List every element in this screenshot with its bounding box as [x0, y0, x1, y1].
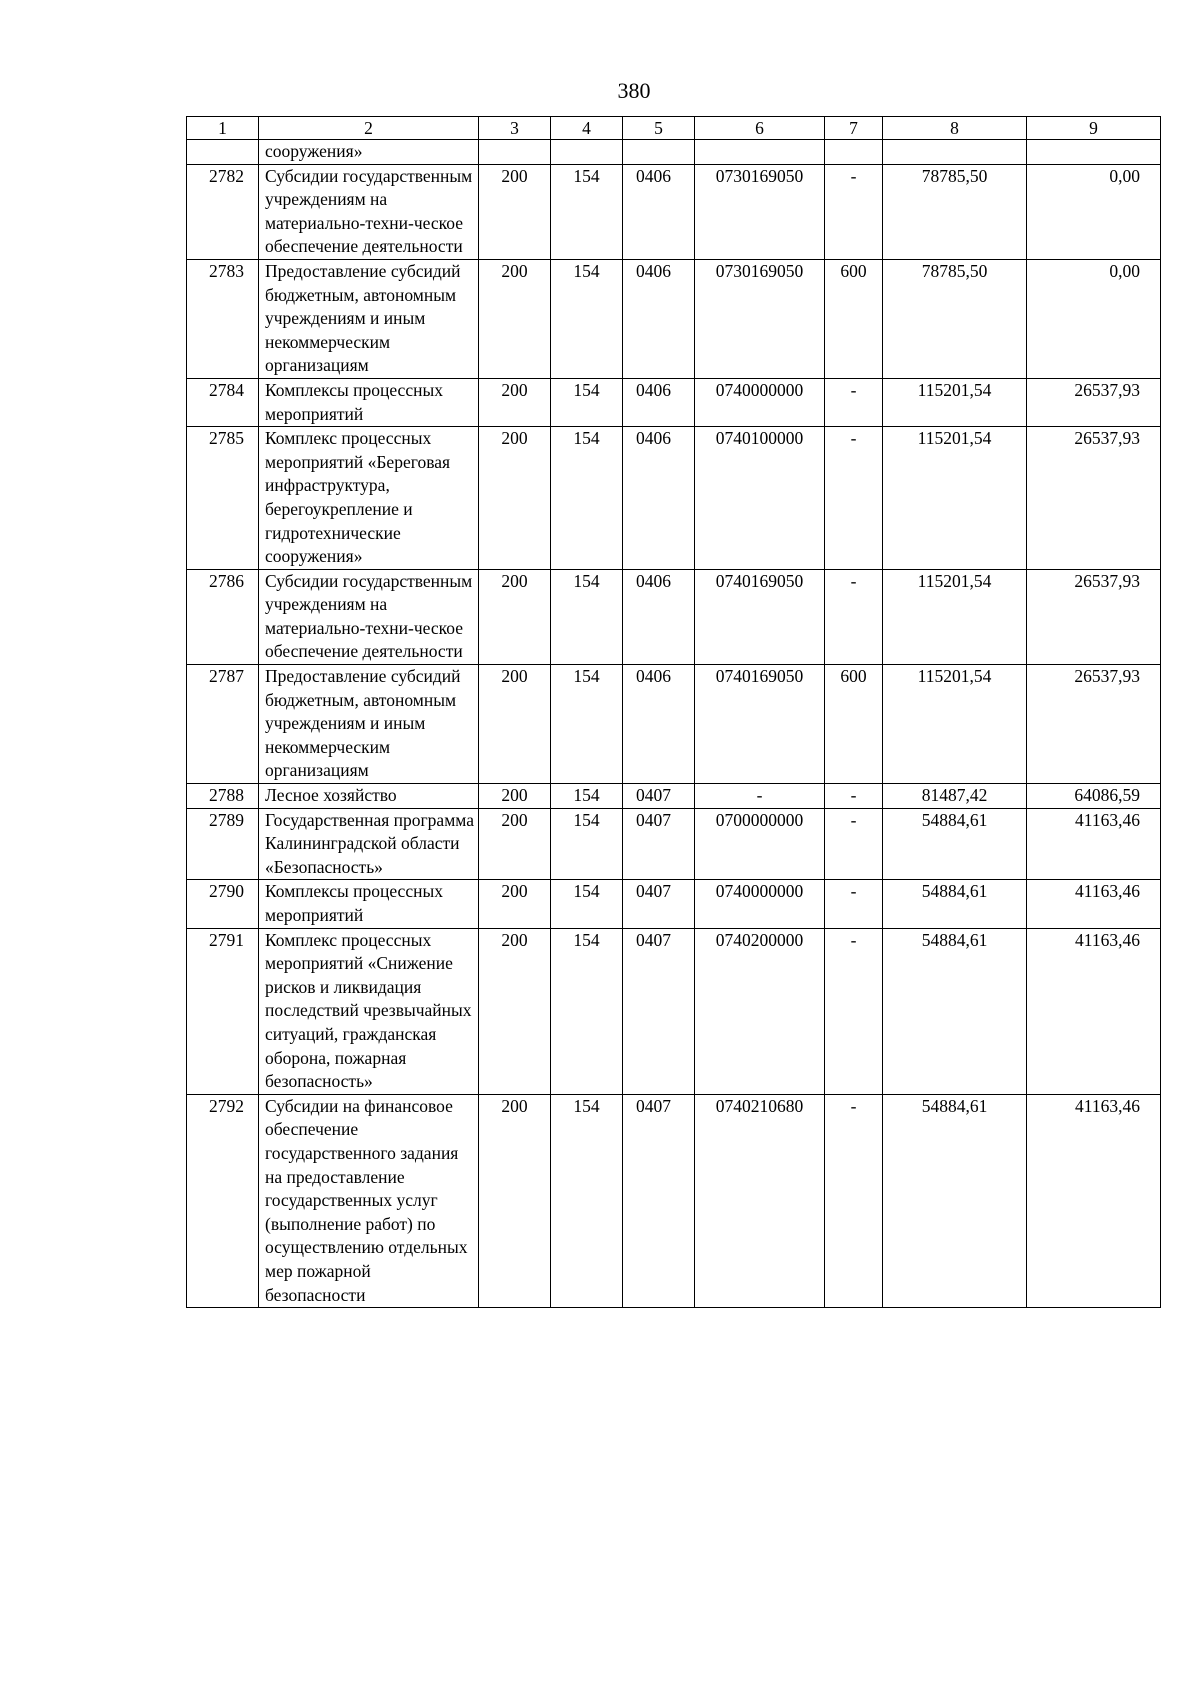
header-col-3: 3	[479, 117, 551, 140]
amount-executed: 41163,46	[1027, 928, 1161, 1094]
ministry-code	[479, 140, 551, 165]
amount-plan: 54884,61	[883, 808, 1027, 880]
section-code: 0406	[623, 665, 695, 784]
section-code: 0407	[623, 1094, 695, 1307]
table-row	[187, 665, 1161, 784]
section-code: 0407	[623, 808, 695, 880]
target-item-code: 0740000000	[695, 880, 825, 928]
expense-type-code: -	[825, 928, 883, 1094]
row-number: 2785	[187, 427, 259, 570]
amount-plan: 81487,42	[883, 784, 1027, 809]
table-row	[187, 378, 1161, 426]
expense-type-code: 600	[825, 259, 883, 378]
amount-plan: 54884,61	[883, 928, 1027, 1094]
amount-plan: 115201,54	[883, 665, 1027, 784]
department-code: 154	[551, 569, 623, 664]
ministry-code: 200	[479, 1094, 551, 1307]
department-code: 154	[551, 808, 623, 880]
ministry-code: 200	[479, 784, 551, 809]
ministry-code: 200	[479, 569, 551, 664]
target-item-code: 0740169050	[695, 569, 825, 664]
expense-type-code: -	[825, 164, 883, 259]
department-code: 154	[551, 378, 623, 426]
expense-type-code	[825, 140, 883, 165]
amount-plan: 54884,61	[883, 880, 1027, 928]
table-row	[187, 808, 1161, 880]
department-code: 154	[551, 259, 623, 378]
row-number: 2786	[187, 569, 259, 664]
amount-executed: 26537,93	[1027, 378, 1161, 426]
section-code: 0406	[623, 569, 695, 664]
row-number: 2790	[187, 880, 259, 928]
amount-executed: 26537,93	[1027, 569, 1161, 664]
row-number: 2789	[187, 808, 259, 880]
department-code: 154	[551, 1094, 623, 1307]
target-item-code: 0740200000	[695, 928, 825, 1094]
section-code: 0407	[623, 784, 695, 809]
department-code	[551, 140, 623, 165]
header-col-8: 8	[883, 117, 1027, 140]
expense-type-code: -	[825, 378, 883, 426]
item-name: Предоставление субсидий бюджетным, автономным учреждениям и иным некоммерческим организациям	[259, 259, 479, 378]
header-col-4: 4	[551, 117, 623, 140]
target-item-code: 0730169050	[695, 164, 825, 259]
budget-table	[186, 116, 1161, 1308]
table-row	[187, 259, 1161, 378]
amount-executed: 0,00	[1027, 164, 1161, 259]
target-item-code: 0730169050	[695, 259, 825, 378]
target-item-code	[695, 140, 825, 165]
row-number	[187, 140, 259, 165]
section-code: 0406	[623, 378, 695, 426]
amount-plan: 115201,54	[883, 427, 1027, 570]
row-number: 2791	[187, 928, 259, 1094]
amount-executed: 26537,93	[1027, 665, 1161, 784]
department-code: 154	[551, 928, 623, 1094]
section-code: 0406	[623, 427, 695, 570]
ministry-code: 200	[479, 928, 551, 1094]
amount-executed: 64086,59	[1027, 784, 1161, 809]
ministry-code: 200	[479, 259, 551, 378]
item-name: Комплексы процессных мероприятий	[259, 880, 479, 928]
header-col-7: 7	[825, 117, 883, 140]
amount-executed: 41163,46	[1027, 1094, 1161, 1307]
target-item-code: 0700000000	[695, 808, 825, 880]
ministry-code: 200	[479, 164, 551, 259]
amount-plan: 78785,50	[883, 164, 1027, 259]
amount-executed: 26537,93	[1027, 427, 1161, 570]
expense-type-code: -	[825, 880, 883, 928]
item-name: Предоставление субсидий бюджетным, автономным учреждениям и иным некоммерческим организациям	[259, 665, 479, 784]
item-name: Комплексы процессных мероприятий	[259, 378, 479, 426]
header-col-2: 2	[259, 117, 479, 140]
item-name: Субсидии государственным учреждениям на материально-техни-ческое обеспечение деятельности	[259, 164, 479, 259]
item-name: Лесное хозяйство	[259, 784, 479, 809]
table-row	[187, 928, 1161, 1094]
row-number: 2787	[187, 665, 259, 784]
department-code: 154	[551, 427, 623, 570]
table-row	[187, 140, 1161, 165]
section-code: 0407	[623, 928, 695, 1094]
section-code: 0407	[623, 880, 695, 928]
header-col-6: 6	[695, 117, 825, 140]
table-row	[187, 1094, 1161, 1307]
item-name: Комплекс процессных мероприятий «Снижение рисков и ликвидация последствий чрезвычайных ситуаций, гражданская оборона, пожарная безопасность»	[259, 928, 479, 1094]
header-col-5: 5	[623, 117, 695, 140]
amount-plan: 54884,61	[883, 1094, 1027, 1307]
department-code: 154	[551, 164, 623, 259]
department-code: 154	[551, 784, 623, 809]
column-number-header	[187, 117, 1161, 140]
item-name: сооружения»	[259, 140, 479, 165]
item-name: Субсидии на финансовое обеспечение государственного задания на предоставление государственных услуг (выполнение работ) по осуществлению отдельных мер пожарной безопасности	[259, 1094, 479, 1307]
expense-type-code: -	[825, 427, 883, 570]
table-row	[187, 164, 1161, 259]
expense-type-code: 600	[825, 665, 883, 784]
table-row	[187, 880, 1161, 928]
header-col-9: 9	[1027, 117, 1161, 140]
target-item-code: 0740100000	[695, 427, 825, 570]
table-row	[187, 569, 1161, 664]
target-item-code: 0740000000	[695, 378, 825, 426]
amount-executed: 0,00	[1027, 259, 1161, 378]
item-name: Субсидии государственным учреждениям на материально-техни-ческое обеспечение деятельности	[259, 569, 479, 664]
department-code: 154	[551, 665, 623, 784]
target-item-code: 0740169050	[695, 665, 825, 784]
ministry-code: 200	[479, 665, 551, 784]
section-code	[623, 140, 695, 165]
amount-executed: 41163,46	[1027, 808, 1161, 880]
ministry-code: 200	[479, 808, 551, 880]
row-number: 2784	[187, 378, 259, 426]
amount-executed	[1027, 140, 1161, 165]
expense-type-code: -	[825, 569, 883, 664]
row-number: 2782	[187, 164, 259, 259]
table-row	[187, 784, 1161, 809]
amount-plan: 115201,54	[883, 569, 1027, 664]
section-code: 0406	[623, 259, 695, 378]
expense-type-code: -	[825, 1094, 883, 1307]
target-item-code: -	[695, 784, 825, 809]
department-code: 154	[551, 880, 623, 928]
row-number: 2783	[187, 259, 259, 378]
row-number: 2792	[187, 1094, 259, 1307]
row-number: 2788	[187, 784, 259, 809]
amount-plan	[883, 140, 1027, 165]
ministry-code: 200	[479, 427, 551, 570]
amount-executed: 41163,46	[1027, 880, 1161, 928]
section-code: 0406	[623, 164, 695, 259]
ministry-code: 200	[479, 378, 551, 426]
item-name: Комплекс процессных мероприятий «Береговая инфраструктура, берегоукрепление и гидротехнические сооружения»	[259, 427, 479, 570]
table-row	[187, 427, 1161, 570]
amount-plan: 78785,50	[883, 259, 1027, 378]
expense-type-code: -	[825, 808, 883, 880]
page-number: 380	[617, 78, 651, 103]
target-item-code: 0740210680	[695, 1094, 825, 1307]
header-col-1: 1	[187, 117, 259, 140]
ministry-code: 200	[479, 880, 551, 928]
item-name: Государственная программа Калининградской области «Безопасность»	[259, 808, 479, 880]
expense-type-code: -	[825, 784, 883, 809]
amount-plan: 115201,54	[883, 378, 1027, 426]
